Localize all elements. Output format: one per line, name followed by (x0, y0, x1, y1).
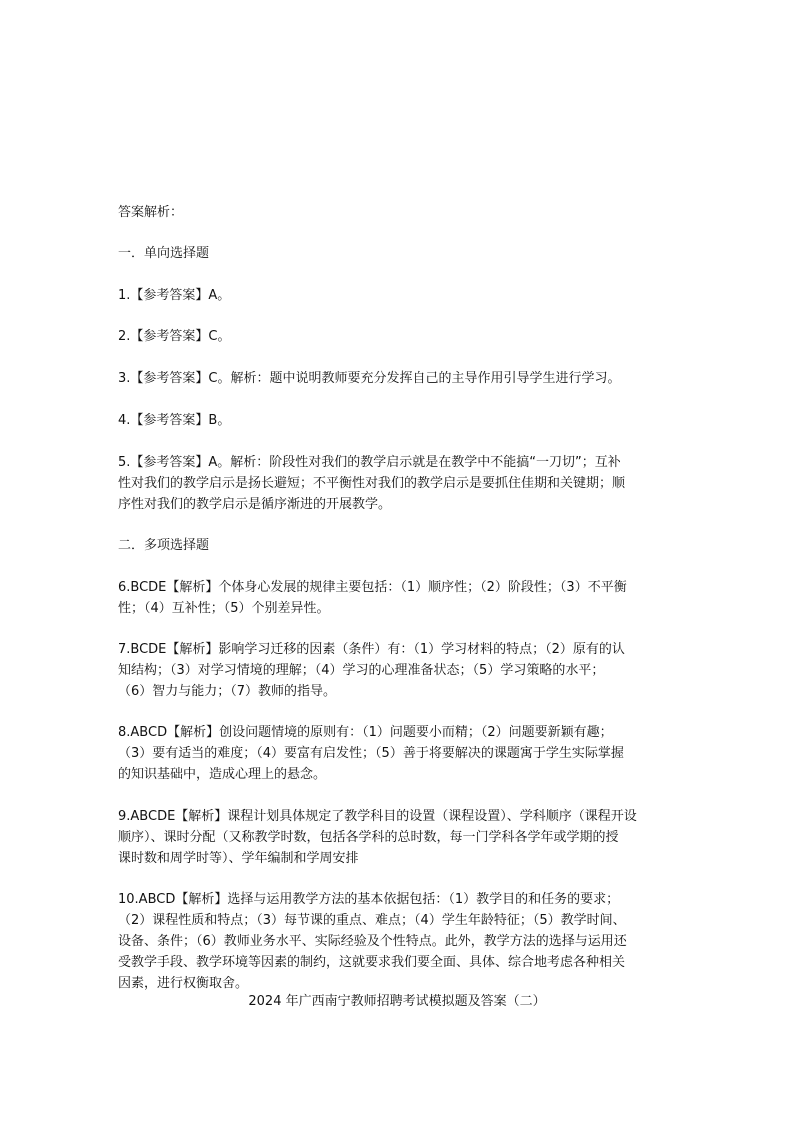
answer-line: （3）要有适当的难度；（4）要富有启发性；（5）善于将要解决的课题寓于学生实际掌握 (118, 746, 624, 761)
answer-line: 9.ABCDE【解析】课程计划具体规定了教学科目的设置（课程设置）、学科顺序（课程开设 (118, 809, 637, 824)
answer-line: 1.【参考答案】A。 (118, 288, 231, 303)
answer-line: 顺序）、课时分配（又称教学时数，包括各学科的总时数，每一门学科各学年或学期的授 (118, 830, 619, 845)
answer-line: 8.ABCD【解析】创设问题情境的原则有：（1）问题要小而精；（2）问题要新颖有趣； (118, 725, 613, 740)
answer-line: 课时数和周学时等）、学年编制和学周安排 (118, 851, 359, 866)
section-single-choice: 一．单向选择题 (118, 246, 210, 261)
answer-line: 5.【参考答案】A。解析：阶段性对我们的教学启示就是在教学中不能搞“一刀切”；互补 (118, 455, 621, 470)
answer-line: 序性对我们的教学启示是循序渐进的开展教学。 (118, 497, 392, 512)
answer-line: 性；（4）互补性；（5）个别差异性。 (118, 601, 330, 616)
answer-line: 受教学手段、教学环境等因素的制约，这就要求我们要全面、具体、综合地考虑各种相关 (118, 955, 626, 970)
answer-7 (118, 639, 698, 702)
answer-1 (118, 285, 698, 306)
answer-6 (118, 577, 698, 619)
answer-heading: 答案解析： (118, 205, 184, 220)
answer-line: （6）智力与能力；（7）教师的指导。 (118, 684, 337, 699)
answer-line: 3.【参考答案】C。解析：题中说明教师要充分发挥自己的主导作用引导学生进行学习。 (118, 371, 621, 386)
section-multiple-choice: 二．多项选择题 (118, 538, 210, 553)
answer-5 (118, 452, 698, 515)
answer-line: （2）课程性质和特点；（3）每节课的重点、难点；（4）学生年龄特征；（5）教学时间、 (118, 913, 626, 928)
answer-10 (118, 889, 698, 994)
answer-4 (118, 410, 698, 431)
answer-line: 设备、条件；（6）教师业务水平、实际经验及个性特点。此外，教学方法的选择与运用还 (118, 934, 627, 949)
answer-line: 10.ABCD【解析】选择与运用教学方法的基本依据包括：（1）教学目的和任务的要求； (118, 892, 620, 907)
answer-line: 2.【参考答案】C。 (118, 329, 231, 344)
answer-line: 性对我们的教学启示是扬长避短；不平衡性对我们的教学启示是要抓住佳期和关键期；顺 (118, 476, 626, 491)
answer-line: 知结构；（3）对学习情境的理解；（4）学习的心理准备状态；（5）学习策略的水平； (118, 663, 605, 678)
answer-line: 4.【参考答案】B。 (118, 413, 231, 428)
answer-line: 的知识基础中，造成心理上的悬念。 (118, 767, 327, 782)
answer-2 (118, 326, 698, 347)
document-title-footer: 2024 年广西南宁教师招聘考试模拟题及答案（二） (248, 994, 546, 1009)
answer-8 (118, 722, 698, 785)
answer-line: 7.BCDE【解析】影响学习迁移的因素（条件）有：（1）学习材料的特点；（2）原有的认 (118, 642, 625, 657)
answer-line: 因素，进行权衡取舍。 (118, 976, 249, 991)
answer-line: 6.BCDE【解析】个体身心发展的规律主要包括：（1）顺序性；（2）阶段性；（3）不平衡 (118, 580, 627, 595)
answer-3 (118, 368, 698, 389)
answer-9 (118, 806, 698, 869)
